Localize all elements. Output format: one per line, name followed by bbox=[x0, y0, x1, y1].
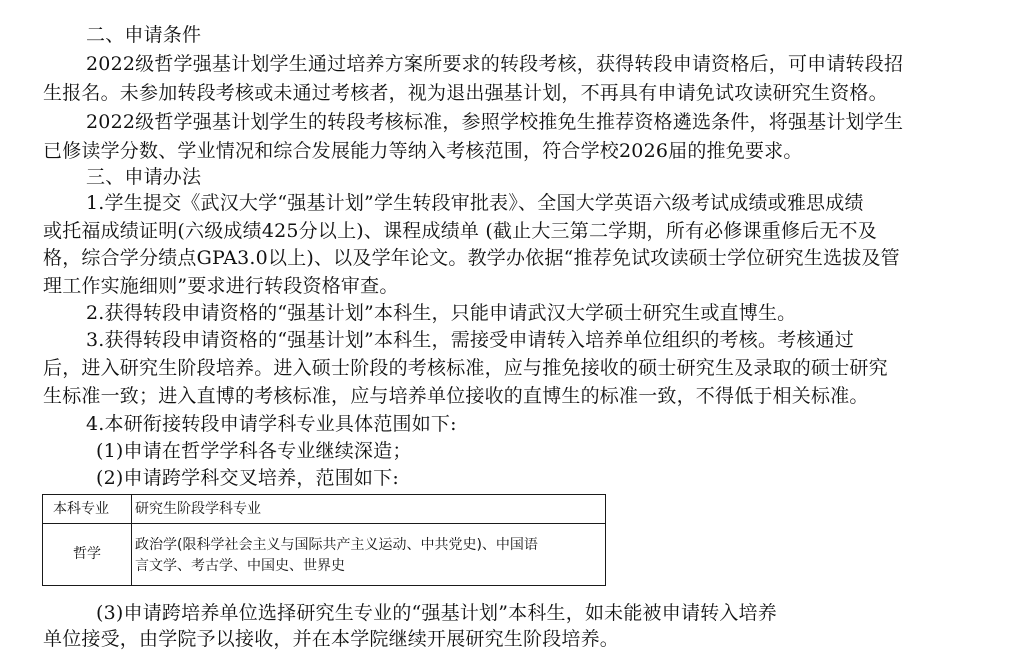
table-cell-philosophy: 哲学 bbox=[73, 546, 101, 562]
table-header-graduate-major: 研究生阶段学科专业 bbox=[135, 501, 261, 517]
table-row-divider bbox=[43, 523, 605, 524]
item-1-line-2: 或托福成绩证明(六级成绩425分以上)、课程成绩单 (截止大三第二学期，所有必修课重修后无不及 bbox=[43, 220, 877, 242]
item-3-line-2: 后，进入研究生阶段培养。进入硕士阶段的考核标准，应与推免接收的硕士研究生及录取的硕士研究 bbox=[43, 357, 888, 379]
item-3-line-1: 3.获得转段申请资格的“强基计划”本科生，需接受申请转入培养单位组织的考核。考核通过 bbox=[86, 329, 854, 351]
sub-item-1: (1)申请在哲学学科各专业继续深造； bbox=[96, 440, 412, 462]
paragraph-1-line-2: 生报名。未参加转段考核或未通过考核者，视为退出强基计划，不再具有申请免试攻读研究生资格。 bbox=[43, 82, 888, 104]
section-3-heading: 三、申请办法 bbox=[86, 166, 202, 188]
item-1-line-1: 1.学生提交《武汉大学“强基计划”学生转段审批表》、全国大学英语六级考试成绩或雅思成绩 bbox=[86, 192, 864, 214]
sub-item-3-line-1: (3)申请跨培养单位选择研究生专业的“强基计划”本科生，如未能被申请转入培养 bbox=[96, 602, 777, 624]
item-4-line-1: 4.本研衔接转段申请学科专业具体范围如下: bbox=[86, 413, 457, 435]
paragraph-2-line-1: 2022级哲学强基计划学生的转段考核标准，参照学校推免生推荐资格遴选条件，将强基计划学生 bbox=[86, 111, 904, 133]
table-column-divider bbox=[131, 495, 132, 585]
item-1-line-3: 格，综合学分绩点GPA3.0以上)、以及学年论文。教学办依据“推荐免试攻读硕士学位研究生选拔及管 bbox=[43, 247, 900, 269]
sub-item-3-line-2: 单位接受，由学院予以接收，并在本学院继续开展研究生阶段培养。 bbox=[43, 628, 620, 650]
table-cell-graduate-majors-line-1: 政治学(限科学社会主义与国际共产主义运动、中共党史)、中国语 bbox=[135, 537, 538, 553]
table-header-undergrad-major: 本科专业 bbox=[53, 501, 109, 517]
table-cell-graduate-majors-line-2: 言文学、考古学、中国史、世界史 bbox=[135, 558, 345, 574]
major-scope-table bbox=[42, 494, 606, 586]
section-2-heading: 二、申请条件 bbox=[86, 24, 202, 46]
item-3-line-3: 生标准一致；进入直博的考核标准，应与培养单位接收的直博生的标准一致，不得低于相关标准。 bbox=[43, 385, 869, 407]
item-2-line-1: 2.获得转段申请资格的“强基计划”本科生，只能申请武汉大学硕士研究生或直博生。 bbox=[86, 302, 797, 324]
item-1-line-4: 理工作实施细则”要求进行转段资格审查。 bbox=[43, 275, 399, 297]
sub-item-2: (2)申请跨学科交叉培养，范围如下: bbox=[96, 467, 399, 489]
paragraph-2-line-2: 已修读学分数、学业情况和综合发展能力等纳入考核范围，符合学校2026届的推免要求。 bbox=[43, 140, 803, 162]
paragraph-1-line-1: 2022级哲学强基计划学生通过培养方案所要求的转段考核，获得转段申请资格后，可申请转段招 bbox=[86, 53, 904, 75]
